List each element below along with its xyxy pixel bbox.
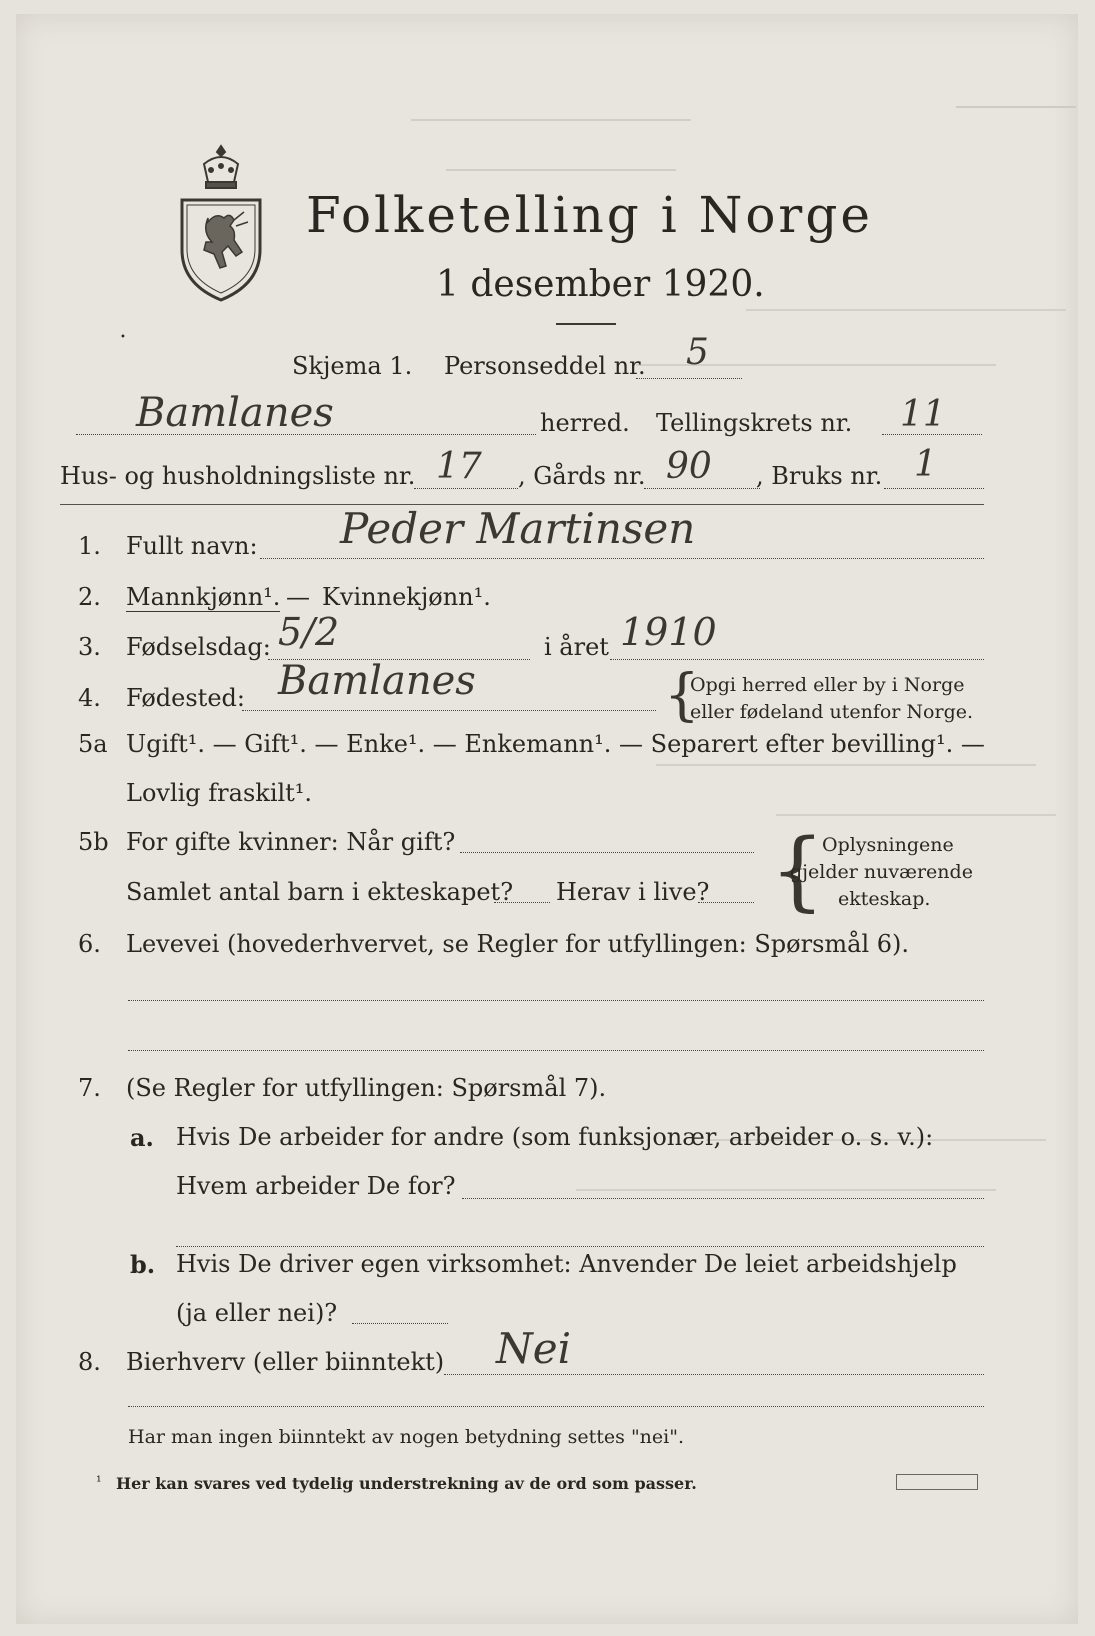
census-form <box>16 14 1078 1624</box>
q2-male: Mannkjønn¹. <box>126 583 281 611</box>
q7a-label: Hvis De arbeider for andre (som funksjonær, arbeider o. s. v.): <box>176 1123 934 1151</box>
q3-year-value: 1910 <box>620 610 717 654</box>
bruks-label: , Bruks nr. <box>756 462 883 490</box>
q4-note-brace: { <box>664 663 700 728</box>
page-title: Folketelling i Norge <box>306 186 873 244</box>
q7-label: (Se Regler for utfyllingen: Spørsmål 7). <box>126 1074 607 1102</box>
q3-year-field[interactable] <box>610 659 984 660</box>
q7b-field[interactable] <box>352 1323 448 1324</box>
q3-value: 5/2 <box>278 610 340 654</box>
q5b-children-total: Samlet antal barn i ekteskapet? <box>126 878 514 906</box>
q7b-label: Hvis De driver egen virksomhet: Anvender De leiet arbeidshjelp <box>176 1250 957 1278</box>
schema-label: Skjema 1. <box>292 352 413 380</box>
q6-field-line-2[interactable] <box>128 1050 984 1051</box>
bruks-field[interactable] <box>884 488 984 489</box>
personseddel-value: 5 <box>686 332 709 373</box>
q2-number: 2. <box>78 583 101 611</box>
q7a-field-line-2[interactable] <box>176 1246 984 1247</box>
q1-value: Peder Martinsen <box>340 504 696 553</box>
tellingskrets-value: 11 <box>900 394 946 435</box>
q4-note-line-2: eller fødeland utenfor Norge. <box>690 701 974 723</box>
q7b-letter: b. <box>130 1250 156 1279</box>
gards-label: , Gårds nr. <box>518 462 646 490</box>
q1-label: Fullt navn: <box>126 532 258 560</box>
q7b-question: (ja eller nei)? <box>176 1299 338 1327</box>
q5b-children-alive: Herav i live? <box>556 878 710 906</box>
bruks-value: 1 <box>914 444 937 485</box>
q7a-field[interactable] <box>462 1198 984 1199</box>
q5b-note-brace: { <box>770 821 825 921</box>
personseddel-field[interactable] <box>636 378 742 379</box>
q4-label: Fødested: <box>126 684 245 712</box>
q5b-alive-field[interactable] <box>698 902 754 903</box>
q5b-note-line-1: Oplysningene <box>822 834 954 856</box>
margin-dot: • <box>120 332 126 343</box>
q5b-married-when: For gifte kvinner: Når gift? <box>126 828 456 856</box>
q7-number: 7. <box>78 1074 101 1102</box>
q2-separator: — <box>286 583 310 611</box>
herred-value: Bamlanes <box>136 390 334 436</box>
q2-female: Kvinnekjønn¹. <box>322 583 491 611</box>
personseddel-label: Personseddel nr. <box>444 352 646 380</box>
norwegian-coat-of-arms-icon <box>176 142 266 302</box>
q5b-married-field[interactable] <box>460 852 754 853</box>
q5a-options: Ugift¹. — Gift¹. — Enke¹. — Enkemann¹. — Separert efter bevilling¹. — <box>126 730 985 758</box>
hus-value: 17 <box>436 446 482 487</box>
q8-number: 8. <box>78 1348 101 1376</box>
q8-label: Bierhverv (eller biinntekt) <box>126 1348 445 1376</box>
q5b-note-line-3: ekteskap. <box>838 888 931 910</box>
q5b-children-field[interactable] <box>494 902 550 903</box>
tellingskrets-label: Tellingskrets nr. <box>656 409 853 437</box>
gards-value: 90 <box>666 446 712 487</box>
q3-label: Fødselsdag: <box>126 633 271 661</box>
q4-note-line-1: Opgi herred eller by i Norge <box>690 674 965 696</box>
footer-note: Har man ingen biinntekt av nogen betydning settes "nei". <box>128 1426 685 1448</box>
notes-divider <box>128 1406 984 1407</box>
q1-number: 1. <box>78 532 101 560</box>
q5a-options-line-2: Lovlig fraskilt¹. <box>126 779 313 807</box>
q5a-number: 5a <box>78 730 108 758</box>
census-date: 1 desember 1920. <box>436 264 765 305</box>
printer-stamp <box>896 1474 978 1490</box>
q8-field[interactable] <box>444 1374 984 1375</box>
gards-field[interactable] <box>644 488 760 489</box>
q6-label: Levevei (hovederhvervet, se Regler for utfyllingen: Spørsmål 6). <box>126 930 910 958</box>
q3-year-label: i året <box>544 633 609 661</box>
title-divider <box>556 323 616 325</box>
q4-number: 4. <box>78 684 101 712</box>
q6-number: 6. <box>78 930 101 958</box>
q4-field[interactable] <box>242 710 656 711</box>
herred-label: herred. <box>540 409 630 437</box>
footnote: Her kan svares ved tydelig understrekning av de ord som passer. <box>116 1474 697 1493</box>
q1-field[interactable] <box>260 558 984 559</box>
q3-number: 3. <box>78 633 101 661</box>
hus-label: Hus- og husholdningsliste nr. <box>60 462 416 490</box>
q4-value: Bamlanes <box>278 658 476 704</box>
hus-field[interactable] <box>414 488 518 489</box>
footnote-mark: ¹ <box>96 1474 102 1490</box>
q5b-number: 5b <box>78 828 109 856</box>
q6-field-line-1[interactable] <box>128 1000 984 1001</box>
q8-value: Nei <box>496 1324 572 1373</box>
q5b-note-line-2: gjelder nuværende <box>790 861 973 883</box>
q7a-question: Hvem arbeider De for? <box>176 1172 456 1200</box>
q7a-letter: a. <box>130 1123 154 1152</box>
